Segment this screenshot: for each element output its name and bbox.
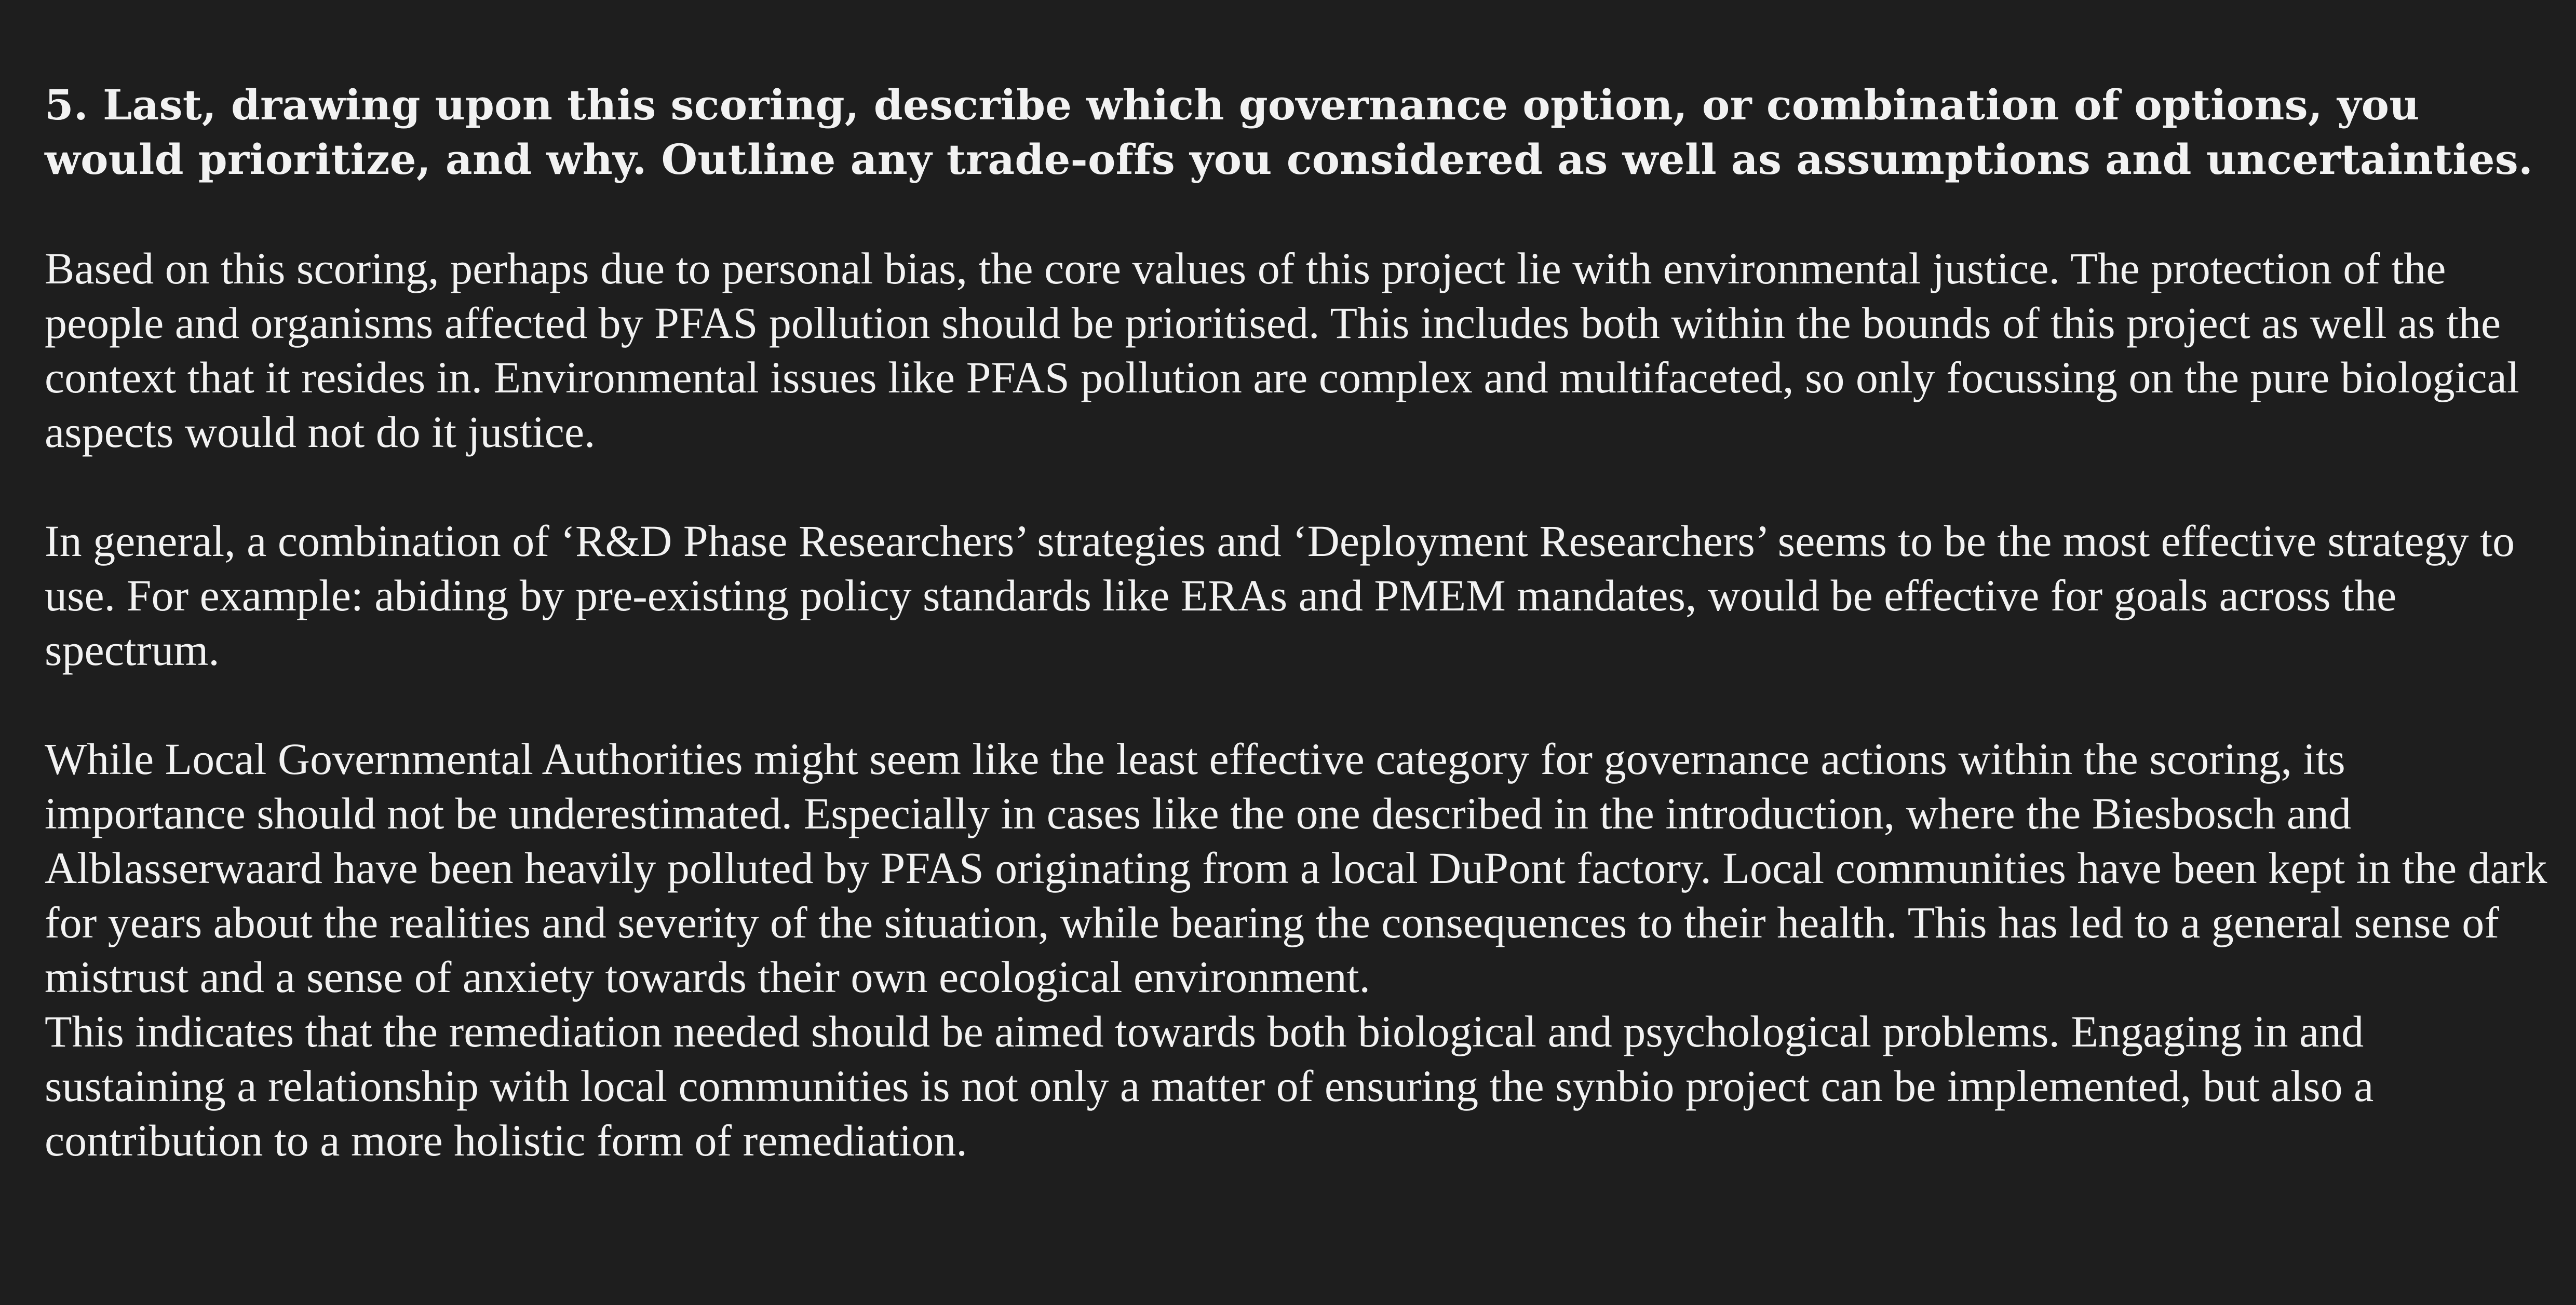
paragraph-combination-strategy: In general, a combination of ‘R&D Phase Researchers’ strategies and ‘Deployment Researchers’ seems to be the most effective strategy to use. For example: abiding by pre-existing policy standards like ERAs and PMEM mandates, would be effective for goals across the spectrum. xyxy=(45,516,2515,675)
paragraph-remediation: This indicates that the remediation needed should be aimed towards both biological and psychological problems. Engaging in and sustaining a relationship with local communities is not only a matter of ensuring the synbio project can be implemented, but also a contribution to a more holistic form of remediation. xyxy=(45,1007,2374,1165)
paragraph-environmental-justice: Based on this scoring, perhaps due to personal bias, the core values of this project lie with environmental justice. The protection of the people and organisms affected by PFAS pollution should be prioritised. This includes both within the bounds of this project as well as the context that it resides in. Environmental issues like PFAS pollution are complex and multifaceted, so only focussing on the pure biological aspects would not do it justice. xyxy=(45,243,2519,457)
paragraph-local-authorities: While Local Governmental Authorities might seem like the least effective category for governance actions within the scoring, its importance should not be underestimated. Especially in cases like the one described in the introduction, where the Biesbosch and Alblasserwaard have been heavily polluted by PFAS originating from a local DuPont factory. Local communities have been kept in the dark for years about the realities and severity of the situation, while bearing the consequences to their health. This has led to a general sense of mistrust and a sense of anxiety towards their own ecological environment. xyxy=(45,734,2547,1002)
question-heading: 5. Last, drawing upon this scoring, describe which governance option, or combination of options, you would prioritize, and why. Outline any trade-offs you considered as well as assumptions and uncertainties. xyxy=(45,80,2533,184)
document-page xyxy=(45,78,2547,1168)
